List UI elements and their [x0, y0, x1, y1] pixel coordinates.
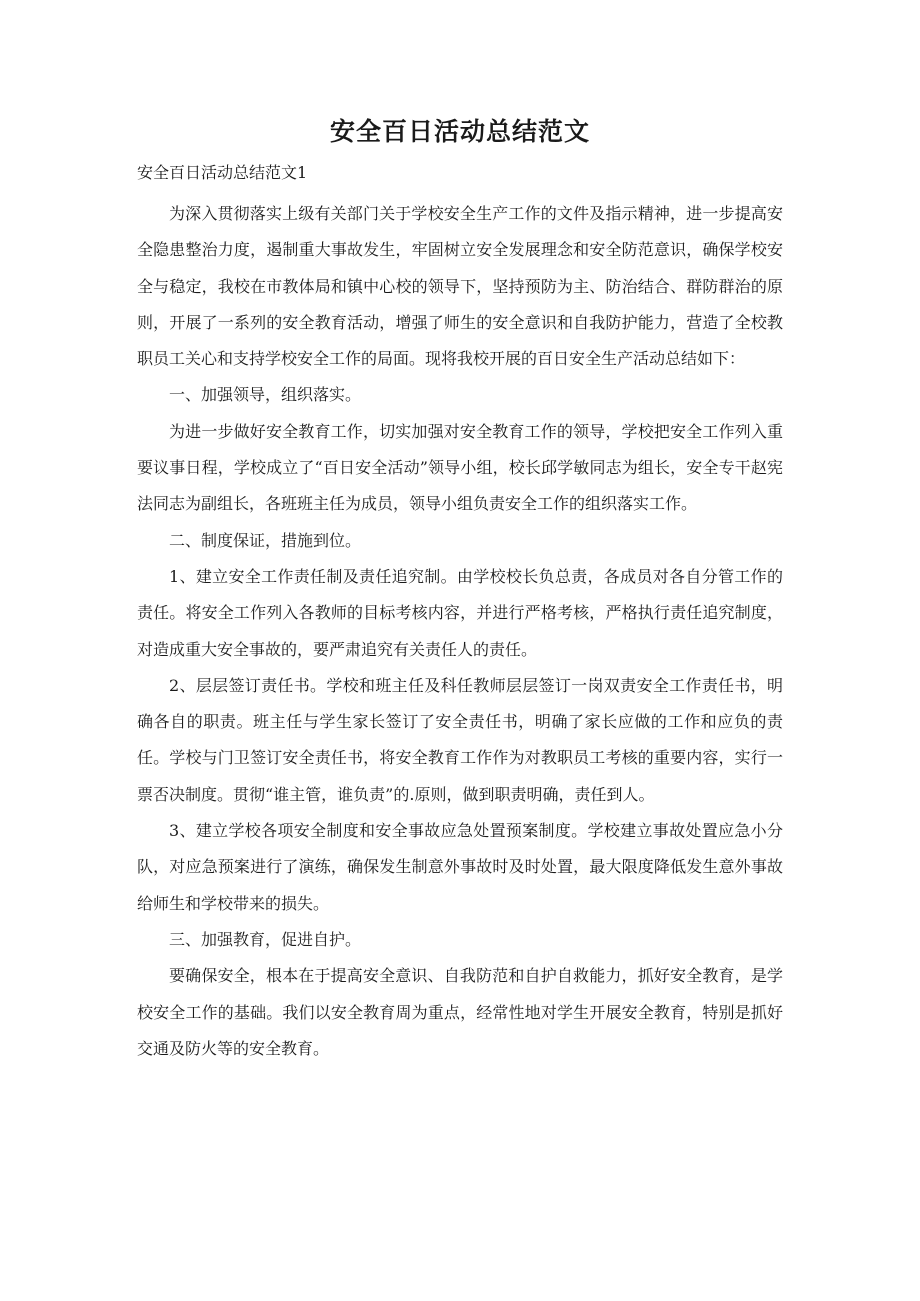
section-2-item-2: 2、层层签订责任书。学校和班主任及科任教师层层签订一岗双责安全工作责任书，明确各自的职责。班主任与学生家长签订了安全责任书，明确了家长应做的工作和应负的责任。学校与门卫签订安全责任书，将安全教育工作作为对教职员工考核的重要内容，实行一票否决制度。贯彻“谁主管，谁负责”的.原则，做到职责明确，责任到人。 — [137, 675, 783, 804]
intro-paragraph: 为深入贯彻落实上级有关部门关于学校安全生产工作的文件及指示精神，进一步提高安全隐患整治力度，遏制重大事故发生，牢固树立安全发展理念和安全防范意识，确保学校安全与稳定，我校在市教体局和镇中心校的领导下，坚持预防为主、防治结合、群防群治的原则，开展了一系列的安全教育活动，增强了师生的安全意识和自我防护能力，营造了全校教职员工关心和支持学校安全工作的局面。现将我校开展的百日安全生产活动总结如下： — [137, 204, 783, 369]
document-body — [137, 196, 783, 1067]
document-subtitle: 安全百日活动总结范文1 — [137, 163, 308, 182]
section-1-paragraph: 为进一步做好安全教育工作，切实加强对安全教育工作的领导，学校把安全工作列入重要议事日程，学校成立了“百日安全活动”领导小组，校长邱学敏同志为组长，安全专干赵宪法同志为副组长，各班班主任为成员，领导小组负责安全工作的组织落实工作。 — [137, 421, 783, 514]
section-2-item-1: 1、建立安全工作责任制及责任追究制。由学校校长负总责，各成员对各自分管工作的责任。将安全工作列入各教师的目标考核内容，并进行严格考核，严格执行责任追究制度，对造成重大安全事故的，要严肃追究有关责任人的责任。 — [137, 566, 783, 659]
section-3-paragraph: 要确保安全，根本在于提高安全意识、自我防范和自护自救能力，抓好安全教育，是学校安全工作的基础。我们以安全教育周为重点，经常性地对学生开展安全教育，特别是抓好交通及防火等的安全教育。 — [137, 966, 783, 1058]
section-heading-3: 三、加强教育，促进自护。 — [169, 929, 362, 949]
section-heading-1: 一、加强领导，组织落实。 — [169, 385, 362, 405]
section-2-item-3: 3、建立学校各项安全制度和安全事故应急处置预案制度。学校建立事故处置应急小分队，对应急预案进行了演练，确保发生制意外事故时及时处置，最大限度降低发生意外事故给师生和学校带来的损失。 — [137, 821, 783, 913]
section-heading-2: 二、制度保证，措施到位。 — [169, 530, 362, 550]
document-title: 安全百日活动总结范文 — [329, 117, 590, 146]
